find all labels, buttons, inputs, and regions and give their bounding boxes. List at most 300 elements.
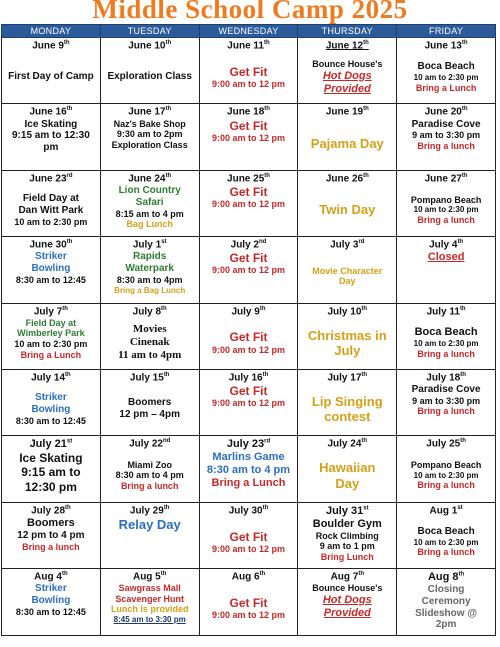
week-row [2,436,496,502]
event-line: Pompano Beach [410,194,482,205]
event-line: Lunch is provided [110,604,189,615]
day-date-text: July 22 [129,438,163,450]
day-date-text: Aug 7 [330,571,359,583]
event-line: Relay Day [118,516,181,532]
day-date-suffix: th [363,40,369,46]
day-date-suffix: st [161,239,167,246]
day-cell-content [3,438,99,500]
day-date-text: July 23 [226,438,265,451]
event-line: Safari [135,196,164,208]
day-cell-content [3,40,99,102]
day-cell-content [299,106,395,168]
day-cell-content [201,505,297,567]
day-date-suffix: rd [66,172,73,179]
day-date [232,571,265,583]
day-date [327,306,367,318]
event-line: Bring a Bag Lunch [114,285,186,295]
week-row [2,237,496,303]
day-date-text: July 15 [129,372,164,384]
day-cell-content [201,173,297,235]
day-date-text: June 23 [29,173,67,185]
week-row [2,502,496,568]
day-date-text: June 17 [128,106,166,118]
day-cell-content [398,106,494,168]
day-date [31,372,71,384]
day-date-suffix: th [459,305,466,312]
day-cell-content [398,571,494,633]
day-date [128,40,171,52]
day-cell-friday [397,569,496,635]
day-date-suffix: th [61,571,68,578]
day-cell-tuesday [100,569,199,635]
day-cell-content [299,306,395,368]
event-line: July [334,342,361,358]
day-cell-content [102,306,198,368]
day-date-suffix: th [161,305,167,312]
day-cell-wednesday [199,303,298,369]
event-line: Waterpark [125,263,174,275]
day-date-text: July 31 [325,504,364,517]
day-cell-content [3,306,99,368]
day-date [330,239,364,251]
week-row [2,170,496,236]
event-line: contest [324,409,371,425]
day-date [326,106,369,118]
day-date-text: July 9 [231,305,260,317]
event-line: Day [339,276,356,287]
day-date [128,173,171,185]
day-date-text: July 24 [327,438,362,450]
day-date-suffix: th [460,438,466,445]
week-row [2,569,496,635]
day-cell-wednesday [199,170,298,236]
event-line: Paradise Cove [411,118,481,130]
day-cell-thursday [298,237,397,303]
day-date [229,505,269,517]
day-date-text: Aug 1 [429,505,458,517]
event-line: Striker [35,392,67,404]
event-line: Bring a lunch [417,214,475,225]
calendar-title: Middle School Camp 2025 [92,0,408,24]
day-cell-wednesday [199,569,298,635]
day-date-text: July 1 [132,239,162,251]
event-line: Pompano Beach [410,460,482,471]
day-cell-content [201,438,297,500]
event-line: Ceremony [421,595,471,607]
day-date-text: Aug 8 [427,571,459,584]
day-cell-content [201,106,297,168]
day-date-suffix: th [63,40,70,46]
event-line: Movie Character [312,265,383,276]
day-date [326,505,369,518]
day-cell-content [102,438,198,500]
day-cell-friday [397,303,496,369]
event-line: Closed [427,251,465,264]
day-cell-tuesday [100,502,199,568]
day-date-suffix: th [361,305,368,312]
event-line: Bring Lunch [320,551,374,562]
day-cell-thursday [298,436,397,502]
day-date-suffix: th [363,172,369,179]
day-cell-monday [2,170,101,236]
day-date-text: June 9 [32,40,64,52]
day-date-suffix: th [457,239,464,246]
event-line: Exploration Class [111,139,188,150]
day-date-suffix: th [361,371,368,378]
day-cell-thursday [298,303,397,369]
day-cell-content [299,505,395,567]
day-cell-tuesday [100,170,199,236]
event-line: Lip Singing [311,393,383,409]
event-line: Boca Beach [417,61,475,73]
day-cell-thursday [298,170,397,236]
day-date [227,438,270,451]
event-line: Bring a Lunch [415,82,477,93]
event-line: Twin Day [319,202,376,218]
day-cell-content [299,40,395,102]
header-monday: MONDAY [2,25,101,38]
day-date-text: June 11 [227,40,264,52]
day-cell-content [201,40,297,102]
day-date-text: June 27 [424,173,462,185]
day-date [29,239,72,251]
day-cell-content [201,571,297,633]
day-date [429,239,463,251]
event-line: 8:30 am to 12:45 [15,415,86,426]
day-date-suffix: th [461,172,468,179]
day-cell-content [299,438,395,500]
day-date [326,40,369,52]
day-date [231,306,265,318]
day-cell-thursday [298,38,397,104]
day-cell-tuesday [100,303,199,369]
event-line: 9:00 am to 12 pm [211,79,285,90]
event-line: Get Fit [229,529,268,544]
day-cell-content [398,40,494,102]
day-cell-tuesday [100,436,199,502]
day-date [430,505,463,517]
day-cell-content [398,505,494,567]
week-row [2,303,496,369]
day-date [427,306,466,318]
day-date-suffix: th [65,371,71,378]
day-date-suffix: th [62,305,68,312]
event-line: 8:30 am to 4pm [116,274,183,285]
day-date [231,239,267,251]
day-cell-content [398,372,494,434]
event-line: 10 am to 2:30 pm [413,470,479,480]
day-cell-thursday [298,569,397,635]
day-date [30,438,73,451]
header-thursday: THURSDAY [298,25,397,38]
event-line: Field Day at [22,192,79,204]
event-line: Bounce House's [312,58,383,69]
weekday-header-row [2,25,496,38]
event-line: Bounce House's [312,583,383,594]
event-line: 9:00 am to 12 pm [211,344,285,355]
week-row [2,369,496,435]
header-friday: FRIDAY [397,25,496,38]
day-date-text: June 30 [29,239,67,251]
event-line: Bowling [31,595,71,607]
day-date [133,571,166,583]
event-line: Bring a lunch [417,348,475,359]
event-line: Boomers [128,397,172,409]
day-date-suffix: th [66,239,73,246]
event-line: Paradise Cove [411,384,481,396]
event-line: Boca Beach [417,526,475,538]
day-cell-friday [397,237,496,303]
day-date-text: July 8 [132,305,162,317]
day-cell-friday [397,38,496,104]
day-date-suffix: th [264,106,270,113]
event-line: 12:30 pm [24,479,77,494]
day-date [130,372,170,384]
day-date-text: July 29 [129,505,164,517]
day-date [229,372,269,384]
event-line: 9:15 am to 12:30 [11,130,90,142]
day-cell-content [201,306,297,368]
day-cell-wednesday [199,369,298,435]
day-date [129,438,170,450]
day-cell-content [398,239,494,301]
day-date-suffix: st [363,505,369,512]
day-date-suffix: th [262,504,269,511]
day-date-text: July 17 [327,372,362,384]
event-line: Bring a Lunch [20,349,82,360]
event-line: Wimberley Park [17,328,85,339]
day-cell-friday [397,170,496,236]
event-line: 9:00 am to 12 pm [211,265,285,276]
day-cell-content [102,173,198,235]
event-line: 9:30 am to 2pm [116,129,183,140]
event-line: Get Fit [229,251,268,266]
day-date-suffix: nd [259,239,267,246]
day-cell-monday [2,237,101,303]
event-line: 9:15 am to [21,465,81,480]
day-date [426,438,466,450]
day-date [326,173,369,185]
event-line: 8:30 am to 12:45 [15,274,86,285]
day-cell-content [102,372,198,434]
event-line: Scavenger Hunt [115,593,184,604]
event-line: 10 am to 2:30 pm [14,216,88,227]
event-line: Get Fit [229,384,268,399]
event-line: Slideshow @ [415,607,478,619]
day-date-suffix: st [457,504,463,511]
camp-calendar-table [1,24,496,636]
event-line: Movies [132,323,167,336]
event-line: 10 am to 2:30 pm [14,338,88,349]
day-cell-content [3,173,99,235]
day-date [29,173,72,185]
event-line: 8:15 am to 4 pm [115,208,184,219]
event-line: Boulder Gym [312,517,382,530]
event-line: Bring a lunch [120,480,179,491]
day-cell-content [201,239,297,301]
day-cell-wednesday [199,104,298,170]
event-line: Provided [323,606,371,619]
event-line: 8:45 am to 3:30 pm [113,615,186,625]
day-cell-monday [2,369,101,435]
day-date-suffix: th [65,504,71,511]
event-line: Day [335,475,360,491]
event-line: Field Day at [25,317,77,328]
event-line: Bag Lunch [126,219,173,230]
day-date [130,505,170,517]
day-date-text: June 12 [325,40,364,52]
event-line: Get Fit [229,118,268,133]
day-cell-content [102,40,198,102]
day-date [227,173,270,185]
day-cell-content [3,239,99,301]
event-line: Hawaiian [319,460,376,476]
event-line: 10 am to 2:30 pm [413,339,479,349]
day-date-suffix: th [264,172,270,179]
day-date-text: July 3 [330,239,359,251]
day-date-suffix: st [66,438,73,445]
event-line: Bring a lunch [22,541,80,552]
event-line: Provided [323,82,371,95]
day-date-suffix: th [363,106,369,113]
header-wednesday: WEDNESDAY [199,25,298,38]
day-date-text: July 16 [228,372,263,384]
day-date-text: Aug 6 [231,571,260,583]
event-line: Get Fit [229,330,268,345]
event-line: Miami Zoo [127,459,172,470]
day-date-suffix: rd [358,239,365,246]
event-line: 10 am to 2:30 pm [413,205,479,215]
day-date-suffix: th [461,40,468,46]
day-date-text: July 30 [228,505,263,517]
day-date-suffix: th [460,371,466,378]
event-line: Bring a lunch [417,140,475,151]
event-line: 12 pm – 4pm [119,409,180,421]
day-date-text: July 14 [31,372,66,384]
event-line: Lion Country [118,184,181,196]
day-date-suffix: th [165,106,172,113]
day-date-suffix: th [163,371,170,378]
day-cell-monday [2,569,101,635]
day-date-text: June 10 [128,40,166,52]
day-date [227,40,269,52]
calendar-body [2,38,496,636]
day-cell-tuesday [100,104,199,170]
day-date-text: June 13 [424,40,462,52]
day-date-text: July 21 [29,438,67,451]
day-date-suffix: th [259,305,266,312]
event-line: 9 am to 3:30 pm [412,130,481,141]
event-line: Hot Dogs [322,69,372,82]
day-date-text: June 24 [128,173,166,185]
day-date-text: June 26 [325,173,364,185]
event-line: Closing [427,584,465,596]
day-date-suffix: th [458,571,465,578]
day-date-text: July 28 [31,505,66,517]
day-date-suffix: th [66,106,73,113]
event-line: Cinenak [129,336,170,349]
day-cell-content [398,173,494,235]
day-date [425,106,468,118]
day-cell-content [299,571,395,633]
day-date-text: Aug 4 [34,571,62,583]
day-cell-content [102,505,198,567]
event-line: 11 am to 4pm [118,349,182,362]
day-cell-content [102,106,198,168]
event-line: Ice Skating [24,118,78,130]
day-cell-friday [397,436,496,502]
event-line: Pajama Day [310,135,384,151]
day-date-suffix: th [165,40,172,46]
event-line: Get Fit [229,596,268,610]
day-date-suffix: th [165,172,172,179]
day-date [425,173,468,185]
day-date-suffix: th [259,571,266,578]
day-date [32,40,69,52]
event-line: Sawgrass Mall [118,583,181,594]
day-date [128,106,171,118]
event-line: 10 am to 2:30 pm [413,73,479,83]
event-line: Bring a lunch [417,406,475,417]
event-line: Get Fit [229,64,268,79]
event-line: 8:30 am to 4 pm [206,464,291,477]
day-date [34,306,68,318]
week-row [2,38,496,104]
event-line: 10 am to 2:30 pm [413,537,479,547]
day-cell-thursday [298,502,397,568]
event-line: 9:00 am to 12 pm [211,132,285,143]
day-date [331,571,364,583]
day-cell-tuesday [100,237,199,303]
event-line: 9:00 am to 12 pm [211,199,285,210]
event-line: Striker [35,583,67,595]
day-date [426,372,466,384]
event-line: Marlins Game [212,451,285,464]
day-date-text: July 10 [327,305,362,317]
day-date [29,106,72,118]
event-line: Bring a Lunch [211,477,286,490]
day-date [327,372,367,384]
day-cell-tuesday [100,369,199,435]
day-date [34,571,67,583]
event-line: 9:00 am to 12 pm [211,398,285,409]
day-cell-content [3,372,99,434]
day-date-text: June 25 [227,173,265,185]
day-cell-monday [2,436,101,502]
day-date-text: June 20 [424,106,462,118]
event-line: 9 am to 3:30 pm [412,395,481,406]
event-line: Boca Beach [414,326,478,339]
day-cell-monday [2,104,101,170]
event-line: Exploration Class [107,71,192,83]
event-line: 9:00 am to 12 pm [211,543,285,554]
event-line: Striker [35,251,67,263]
day-date-suffix: th [358,571,365,578]
day-cell-content [3,505,99,567]
day-cell-monday [2,38,101,104]
event-line: Bowling [31,263,71,275]
event-line: 9:00 am to 12 pm [211,610,285,621]
day-date [327,438,367,450]
event-line: 2pm [435,619,457,631]
day-date [227,106,270,118]
event-line: Hot Dogs [322,593,372,606]
day-cell-content [102,571,198,633]
event-line: Christmas in [307,327,387,343]
day-date-text: July 25 [426,438,461,450]
day-cell-thursday [298,369,397,435]
day-date [31,505,71,517]
